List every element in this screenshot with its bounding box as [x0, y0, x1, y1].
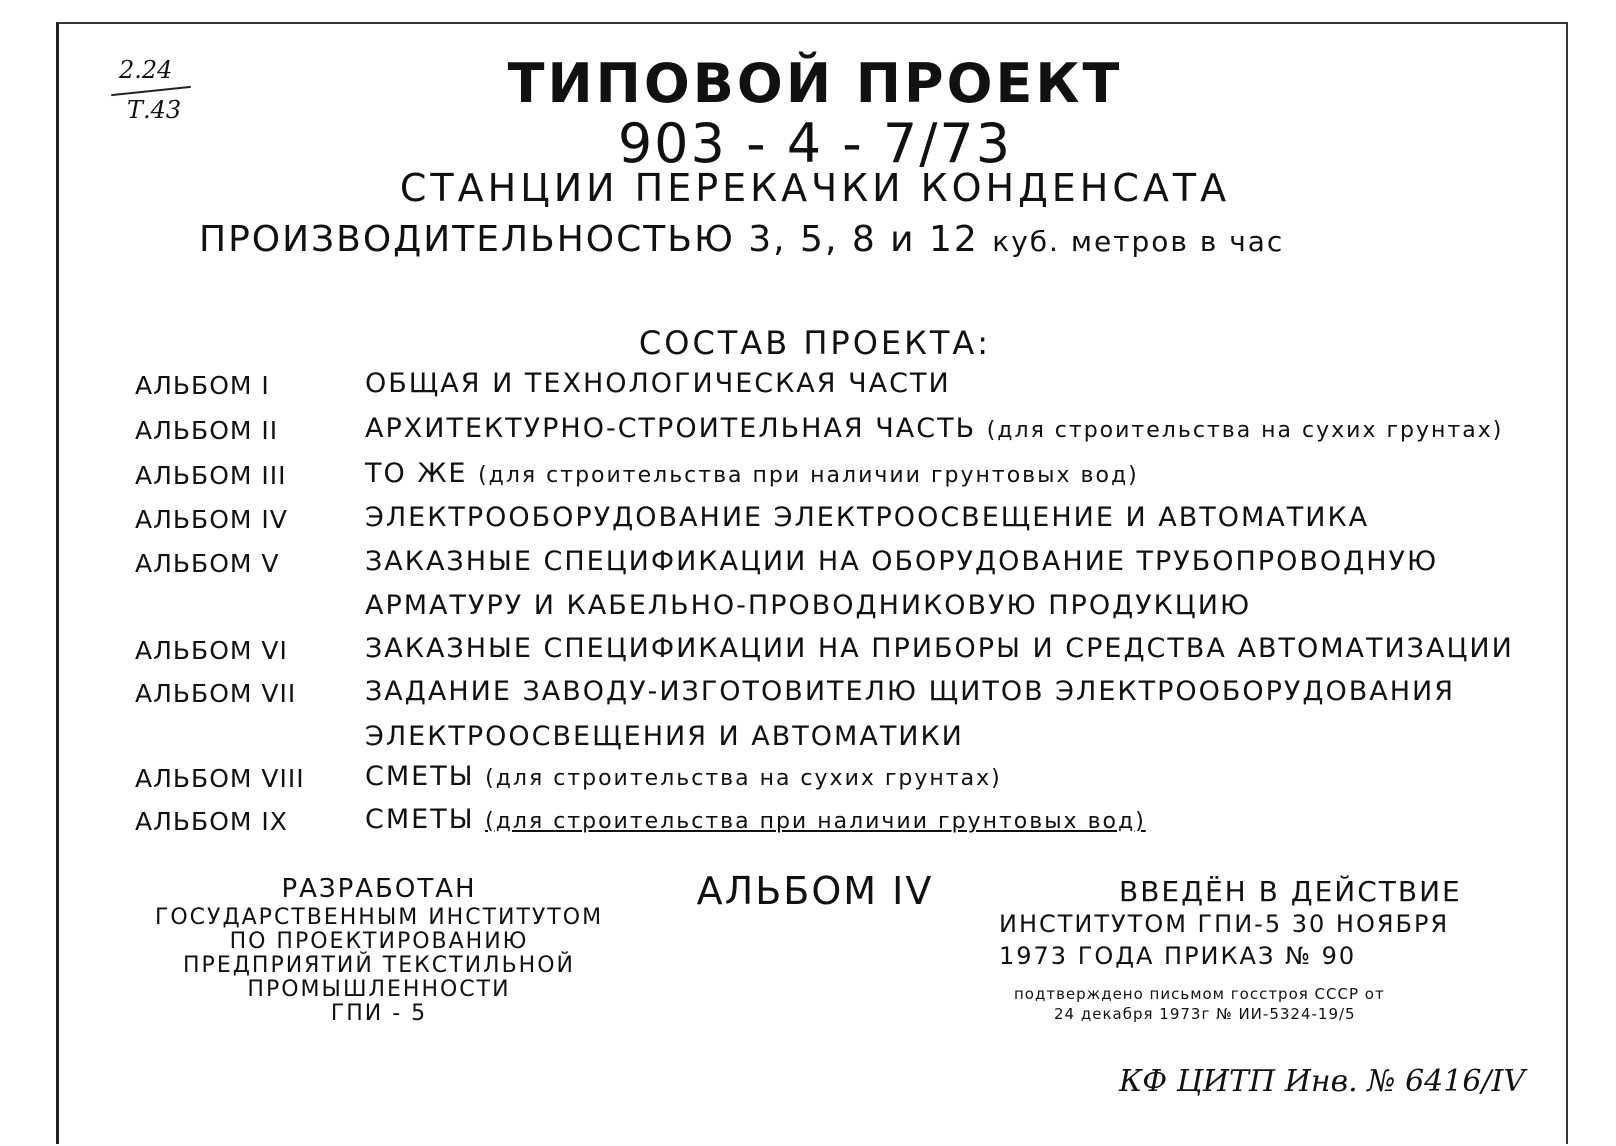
confirmation-line: 24 декабря 1973г № ИИ-5324-19/5 [1054, 1005, 1356, 1023]
album-label: АЛЬБОМ IX [135, 807, 288, 836]
album-description-continued [365, 590, 1251, 621]
project-number: 903 - 4 - 7/73 [617, 112, 1013, 175]
album-label: АЛЬБОМ II [135, 416, 279, 445]
project-subject: СТАНЦИИ ПЕРЕКАЧКИ КОНДЕНСАТА [399, 166, 1231, 210]
album-text: СМЕТЫ [365, 761, 475, 792]
album-text: АРМАТУРУ И КАБЕЛЬНО-ПРОВОДНИКОВУЮ ПРОДУКЦИЮ [365, 590, 1252, 621]
album-text: ЗАДАНИЕ ЗАВОДУ-ИЗГОТОВИТЕЛЮ ЩИТОВ ЭЛЕКТРООБОРУДОВАНИЯ [365, 676, 1455, 707]
album-text: АРХИТЕКТУРНО-СТРОИТЕЛЬНАЯ ЧАСТЬ [365, 413, 977, 444]
capacity-line [199, 219, 1284, 260]
album-text: СМЕТЫ [365, 804, 475, 835]
confirmation-line: подтверждено письмом госстроя СССР от [1014, 985, 1385, 1003]
album-label: АЛЬБОМ IV [135, 505, 288, 534]
album-description [365, 676, 1455, 707]
developer-title: РАЗРАБОТАН [281, 874, 477, 904]
album-description [365, 368, 951, 399]
album-text: ЗАКАЗНЫЕ СПЕЦИФИКАЦИИ НА ПРИБОРЫ И СРЕДСТВА АВТОМАТИЗАЦИИ [365, 633, 1514, 664]
developer-line: ГОСУДАРСТВЕННЫМ ИНСТИТУТОМ [154, 905, 604, 930]
album-description [365, 546, 1438, 577]
album-text: ЭЛЕКТРООБОРУДОВАНИЕ ЭЛЕКТРООСВЕЩЕНИЕ И АВТОМАТИКА [365, 502, 1370, 533]
current-album: АЛЬБОМ IV [696, 869, 934, 913]
introduction-line: ИНСТИТУТОМ ГПИ-5 30 НОЯБРЯ [999, 910, 1450, 938]
developer-line: ПО ПРОЕКТИРОВАНИЮ [229, 929, 529, 954]
album-text: ТО ЖЕ [365, 458, 468, 489]
album-label: АЛЬБОМ VIII [135, 764, 305, 793]
doc-code-denominator: Т.43 [127, 96, 182, 124]
album-label: АЛЬБОМ I [135, 371, 270, 400]
introduction-block [999, 876, 1462, 972]
album-text: ОБЩАЯ И ТЕХНОЛОГИЧЕСКАЯ ЧАСТИ [365, 368, 951, 399]
confirmation-block [1014, 984, 1385, 1024]
composition-title: СОСТАВ ПРОЕКТА: [638, 324, 992, 362]
album-note: (для строительства на сухих грунтах) [485, 766, 1002, 791]
album-label: АЛЬБОМ V [135, 549, 280, 578]
album-description [365, 761, 1002, 792]
album-note: (для строительства на сухих грунтах) [986, 418, 1504, 443]
inventory-number: КФ ЦИТП Инв. № 6416/IV [1119, 1064, 1526, 1099]
album-note: (для строительства при наличии грунтовых вод) [478, 463, 1139, 488]
album-description-continued [365, 721, 964, 752]
developer-line: ГПИ - 5 [330, 1001, 428, 1026]
header-title: ТИПОВОЙ ПРОЕКТ [507, 52, 1123, 115]
album-description [365, 413, 1503, 444]
album-description [365, 633, 1514, 664]
introduction-title: ВВЕДЁН В ДЕЙСТВИЕ [1119, 875, 1462, 908]
capacity-text: ПРОИЗВОДИТЕЛЬНОСТЬЮ 3, 5, 8 и 12 [199, 219, 979, 260]
album-label: АЛЬБОМ VII [135, 679, 297, 708]
capacity-unit: куб. метров в час [992, 225, 1285, 258]
doc-code-numerator: 2.24 [119, 56, 173, 84]
developer-line: ПРОМЫШЛЕННОСТИ [247, 977, 511, 1002]
album-text: ЭЛЕКТРООСВЕЩЕНИЯ И АВТОМАТИКИ [365, 721, 964, 752]
developer-line: ПРЕДПРИЯТИЙ ТЕКСТИЛЬНОЙ [183, 953, 575, 978]
album-label: АЛЬБОМ VI [135, 636, 288, 665]
album-note: (для строительства при наличии грунтовых вод) [485, 809, 1146, 834]
introduction-line: 1973 ГОДА ПРИКАЗ № 90 [999, 942, 1357, 970]
title-sheet [56, 22, 1568, 1144]
album-description [365, 804, 1146, 835]
album-text: ЗАКАЗНЫЕ СПЕЦИФИКАЦИИ НА ОБОРУДОВАНИЕ ТРУБОПРОВОДНУЮ [365, 546, 1439, 577]
album-label: АЛЬБОМ III [135, 461, 287, 490]
album-description [365, 502, 1369, 533]
album-description [365, 458, 1139, 489]
